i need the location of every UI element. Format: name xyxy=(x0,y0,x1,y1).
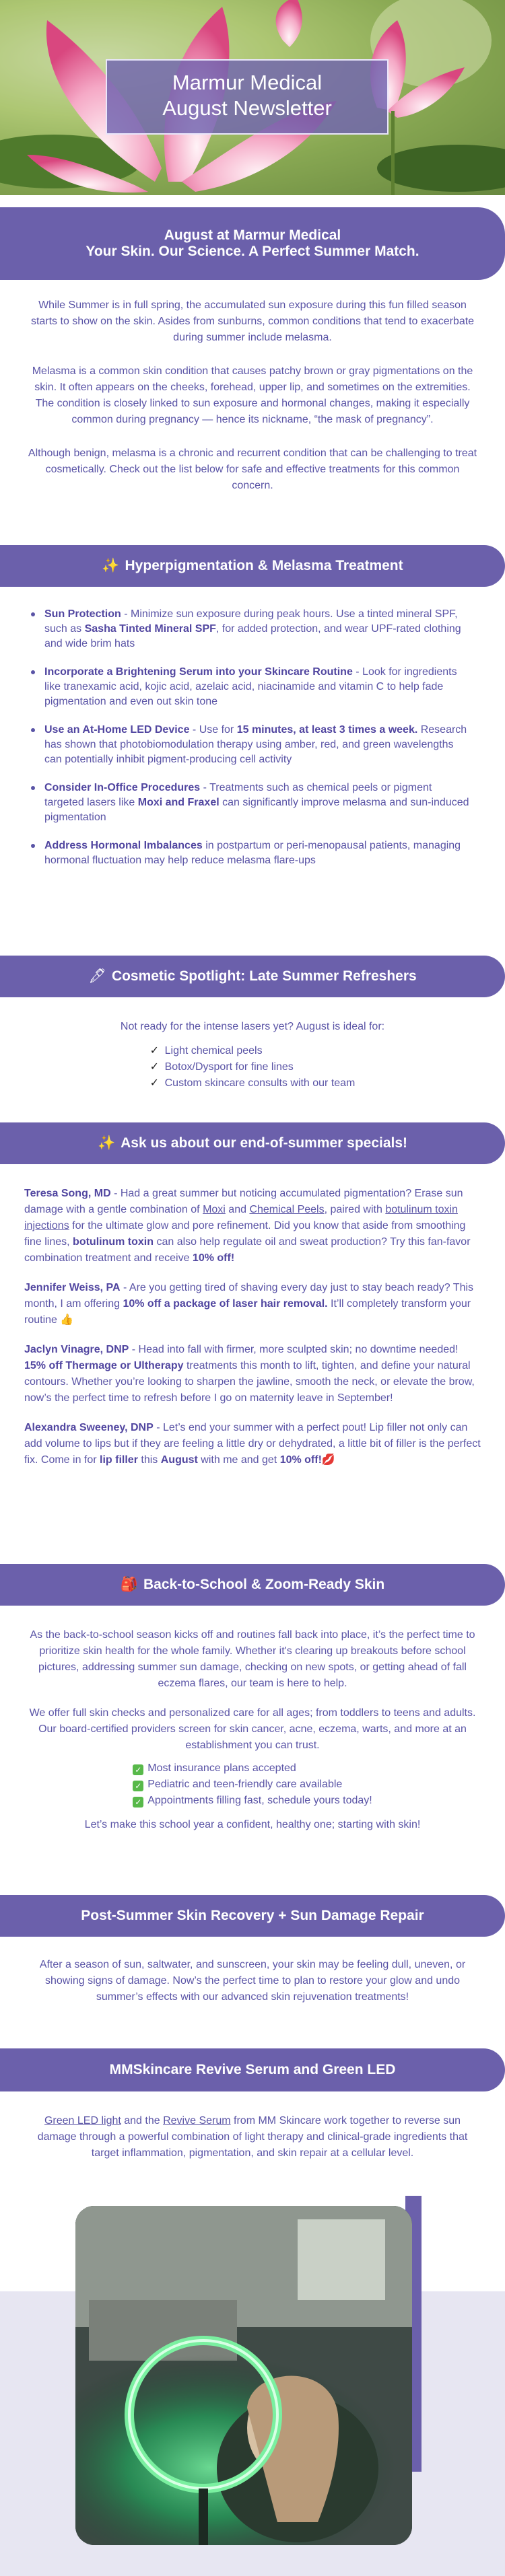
spotlight-banner xyxy=(0,956,505,997)
list-item: Use an At-Home LED Device - Use for 15 minutes, at least 3 times a week. Research has shown that photobiomodulation therapy using amber, red, and green wavelengths can potentially inhibit pigment-producing cell activity xyxy=(42,723,473,767)
intro-paragraph: Melasma is a common skin condition that causes patchy brown or gray pigmentations on the skin. It often appears on the cheeks, forehead, upper lip, and sometimes on the extremities. The condition is closely linked to sun exposure and hormonal changes, making it especially common during pregnancy — hence its nickname, “the mask of pregnancy”. xyxy=(32,365,473,425)
list-item: Address Hormonal Imbalances in postpartum or peri-menopausal patients, managing hormonal fluctuation may help reduce melasma flare-ups xyxy=(42,838,473,868)
list-item: ✓ Appointments filling fast, schedule yours today! xyxy=(133,1793,372,1809)
special-jennifer: Jennifer Weiss, PA - Are you getting tired of shaving every day just to stay beach ready? This month, I am offering 10% off a package of laser hair removal. It’ll completely transform your routine 👍 xyxy=(24,1282,474,1326)
sparkles-icon: ✨ xyxy=(102,558,120,573)
recovery-banner xyxy=(0,1895,505,1937)
title-line-1: Marmur Medical xyxy=(172,71,323,94)
school-banner xyxy=(0,1564,505,1606)
check-box-icon: ✓ xyxy=(133,1797,143,1808)
thumbs-up-icon: 👍 xyxy=(60,1314,74,1326)
title-line-2: August Newsletter xyxy=(162,96,332,120)
chemical-peels-link[interactable]: Chemical Peels xyxy=(249,1204,325,1215)
check-box-icon: ✓ xyxy=(133,1764,143,1775)
school-paragraph: As the back-to-school season kicks off and routines fall back into place, it’s the perfect time to prioritize skin health for the whole family. Whether it's clearing up breakouts before school pictures, addressing summer sun damage, checking on new spots, or getting ahead of fall eczema flares, our team is here to help. xyxy=(30,1629,475,1689)
intro-banner xyxy=(0,207,505,280)
melasma-banner xyxy=(0,545,505,587)
school-content xyxy=(24,1627,481,1833)
hero-image xyxy=(0,0,505,195)
backpack-icon: 🎒 xyxy=(120,1577,138,1592)
sparkles-icon: ✨ xyxy=(97,1135,116,1151)
school-paragraph: We offer full skin checks and personalized care for all ages; from toddlers to teens and adults. Our board-certified providers screen for skin cancer, acne, eczema, warts, and more at an establishment you can trust. xyxy=(29,1707,476,1751)
list-item: ✓ Most insurance plans accepted xyxy=(133,1760,372,1777)
list-item: Incorporate a Brightening Serum into your Skincare Routine - Look for ingredients like tranexamic acid, kojic acid, azelaic acid, niacinamide and vitamin C to help fade pigmentation and even out skin tone xyxy=(42,665,473,709)
special-jaclyn: Jaclyn Vinagre, DNP - Head into fall with firmer, more sculpted skin; no downtime needed! 15% off Thermage or Ultherapy treatments this month to lift, tighten, and define your natural contours. Whether you’re looking to sharpen the jawline, smooth the neck, or elevate the brow, now’s the perfect time to refresh before I go on maternity leave in September! xyxy=(24,1344,475,1404)
recovery-text: After a season of sun, saltwater, and sunscreen, your skin may be feeling dull, uneven, or showing signs of damage. Now’s the perfect time to plan to restore your glow and undo summer’s effects with our advanced skin rejuvenation treatments! xyxy=(39,1959,466,2003)
special-teresa: Teresa Song, MD - Had a great summer but noticing accumulated pigmentation? Erase sun damage with a gentle combination of Moxi and Chemical Peels, paired with botulinum toxin injections for the ultimate glow and pore refinement. Did you know that aside from smoothing fine lines, botulinum toxin can also help regulate oil and sweat production? Try this fan-favor combination treatment and receive 10% off! xyxy=(24,1188,471,1264)
melasma-list xyxy=(42,607,473,882)
recovery-heading: Post-Summer Skin Recovery + Sun Damage Repair xyxy=(81,1908,424,1923)
school-list xyxy=(133,1760,372,1809)
serum-heading: MMSkincare Revive Serum and Green LED xyxy=(109,2062,396,2077)
serum-text: Green LED light and the Revive Serum from MM Skincare work together to reverse sun damage through a powerful combination of light therapy and clinical-grade ingredients that target inflammation, pigmentation, and skin repair at a cellular level. xyxy=(37,2115,468,2159)
check-box-icon: ✓ xyxy=(133,1781,143,1791)
special-alexandra: Alexandra Sweeney, DNP - Let’s end your summer with a perfect pout! Lip filler not only can add volume to lips but if they are feeling a little dry or dehydrated, a little bit of filler is the perfect fix. Come in for lip filler this August with me and get 10% off!💋 xyxy=(24,1422,481,1466)
list-item: ✓ Custom skincare consults with our team xyxy=(150,1075,356,1092)
melasma-heading: Hyperpigmentation & Melasma Treatment xyxy=(125,558,403,573)
spotlight-heading: Cosmetic Spotlight: Late Summer Refreshers xyxy=(111,968,417,984)
moxi-link[interactable]: Moxi xyxy=(203,1204,226,1215)
green-led-link[interactable]: Green LED light xyxy=(44,2115,121,2126)
intro-text xyxy=(24,297,481,494)
newsletter-title xyxy=(106,59,389,135)
botulinum-link[interactable]: botulinum toxin injections xyxy=(24,1204,458,1231)
serum-banner xyxy=(0,2048,505,2091)
revive-serum-link[interactable]: Revive Serum xyxy=(163,2115,231,2126)
list-item: ✓ Pediatric and teen-friendly care available xyxy=(133,1777,372,1793)
intro-heading-2: Your Skin. Our Science. A Perfect Summer Match. xyxy=(86,244,419,259)
specials-heading: Ask us about our end-of-summer specials! xyxy=(121,1135,408,1151)
check-icon: ✓ xyxy=(149,1045,160,1057)
lips-icon: 💋 xyxy=(321,1454,335,1466)
led-ring-illustration xyxy=(75,2206,412,2545)
school-closing: Let’s make this school year a confident, healthy one; starting with skin! xyxy=(84,1819,421,1830)
check-icon: ✓ xyxy=(149,1077,160,1089)
spotlight-content xyxy=(24,1019,481,1092)
specials-content xyxy=(24,1186,481,1482)
pen-icon: 🖋 xyxy=(88,968,106,984)
spotlight-intro: Not ready for the intense lasers yet? August is ideal for: xyxy=(120,1021,385,1032)
school-heading: Back-to-School & Zoom-Ready Skin xyxy=(143,1577,385,1592)
list-item: Consider In-Office Procedures - Treatments such as chemical peels or pigment targeted lasers like Moxi and Fraxel can significantly improve melasma and sun-induced pigmentation xyxy=(42,781,473,825)
spotlight-list xyxy=(150,1043,356,1092)
led-treatment-photo xyxy=(75,2206,412,2545)
intro-paragraph: While Summer is in full spring, the accumulated sun exposure during this fun filled season starts to show on the skin. Asides from sunburns, common conditions that tend to exacerbate during summer include melasma. xyxy=(30,299,475,343)
intro-heading-1: August at Marmur Medical xyxy=(164,227,341,243)
list-item: ✓ Light chemical peels xyxy=(150,1043,356,1059)
list-item: Sun Protection - Minimize sun exposure during peak hours. Use a tinted mineral SPF, such as Sasha Tinted Mineral SPF, for added protection, and wear UPF-rated clothing and wide brim hats xyxy=(42,607,473,651)
specials-banner xyxy=(0,1122,505,1164)
intro-paragraph: Although benign, melasma is a chronic and recurrent condition that can be challenging to treat cosmetically. Check out the list below for safe and effective treatments for this common concern. xyxy=(28,448,477,491)
list-item: ✓ Botox/Dysport for fine lines xyxy=(150,1059,356,1075)
check-icon: ✓ xyxy=(149,1061,160,1073)
